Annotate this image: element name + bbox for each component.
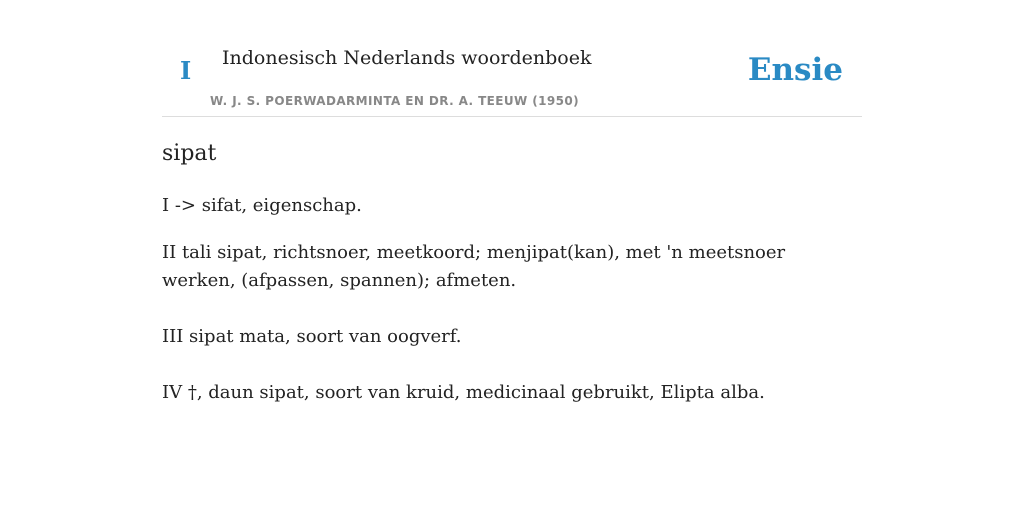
definition-4: IV †, daun sipat, soort van kruid, medicinaal gebruikt, Elipta alba.	[162, 382, 765, 403]
definition-3: III sipat mata, soort van oogverf.	[162, 326, 462, 347]
entry-headword: sipat	[162, 141, 217, 166]
letter-index-link[interactable]: I	[180, 56, 192, 85]
dictionary-header	[162, 0, 862, 117]
definition-1: I -> sifat, eigenschap.	[162, 195, 362, 216]
dictionary-title: Indonesisch Nederlands woordenboek	[222, 47, 592, 69]
definition-2: II tali sipat, richtsnoer, meetkoord; menjipat(kan), met 'n meetsnoer werken, (afpassen, spannen); afmeten.	[162, 242, 786, 291]
dictionary-page	[162, 0, 862, 403]
dictionary-authors: W. J. S. POERWADARMINTA EN DR. A. TEEUW (1950)	[210, 94, 579, 108]
ensie-logo-link[interactable]: Ensie	[747, 52, 843, 88]
